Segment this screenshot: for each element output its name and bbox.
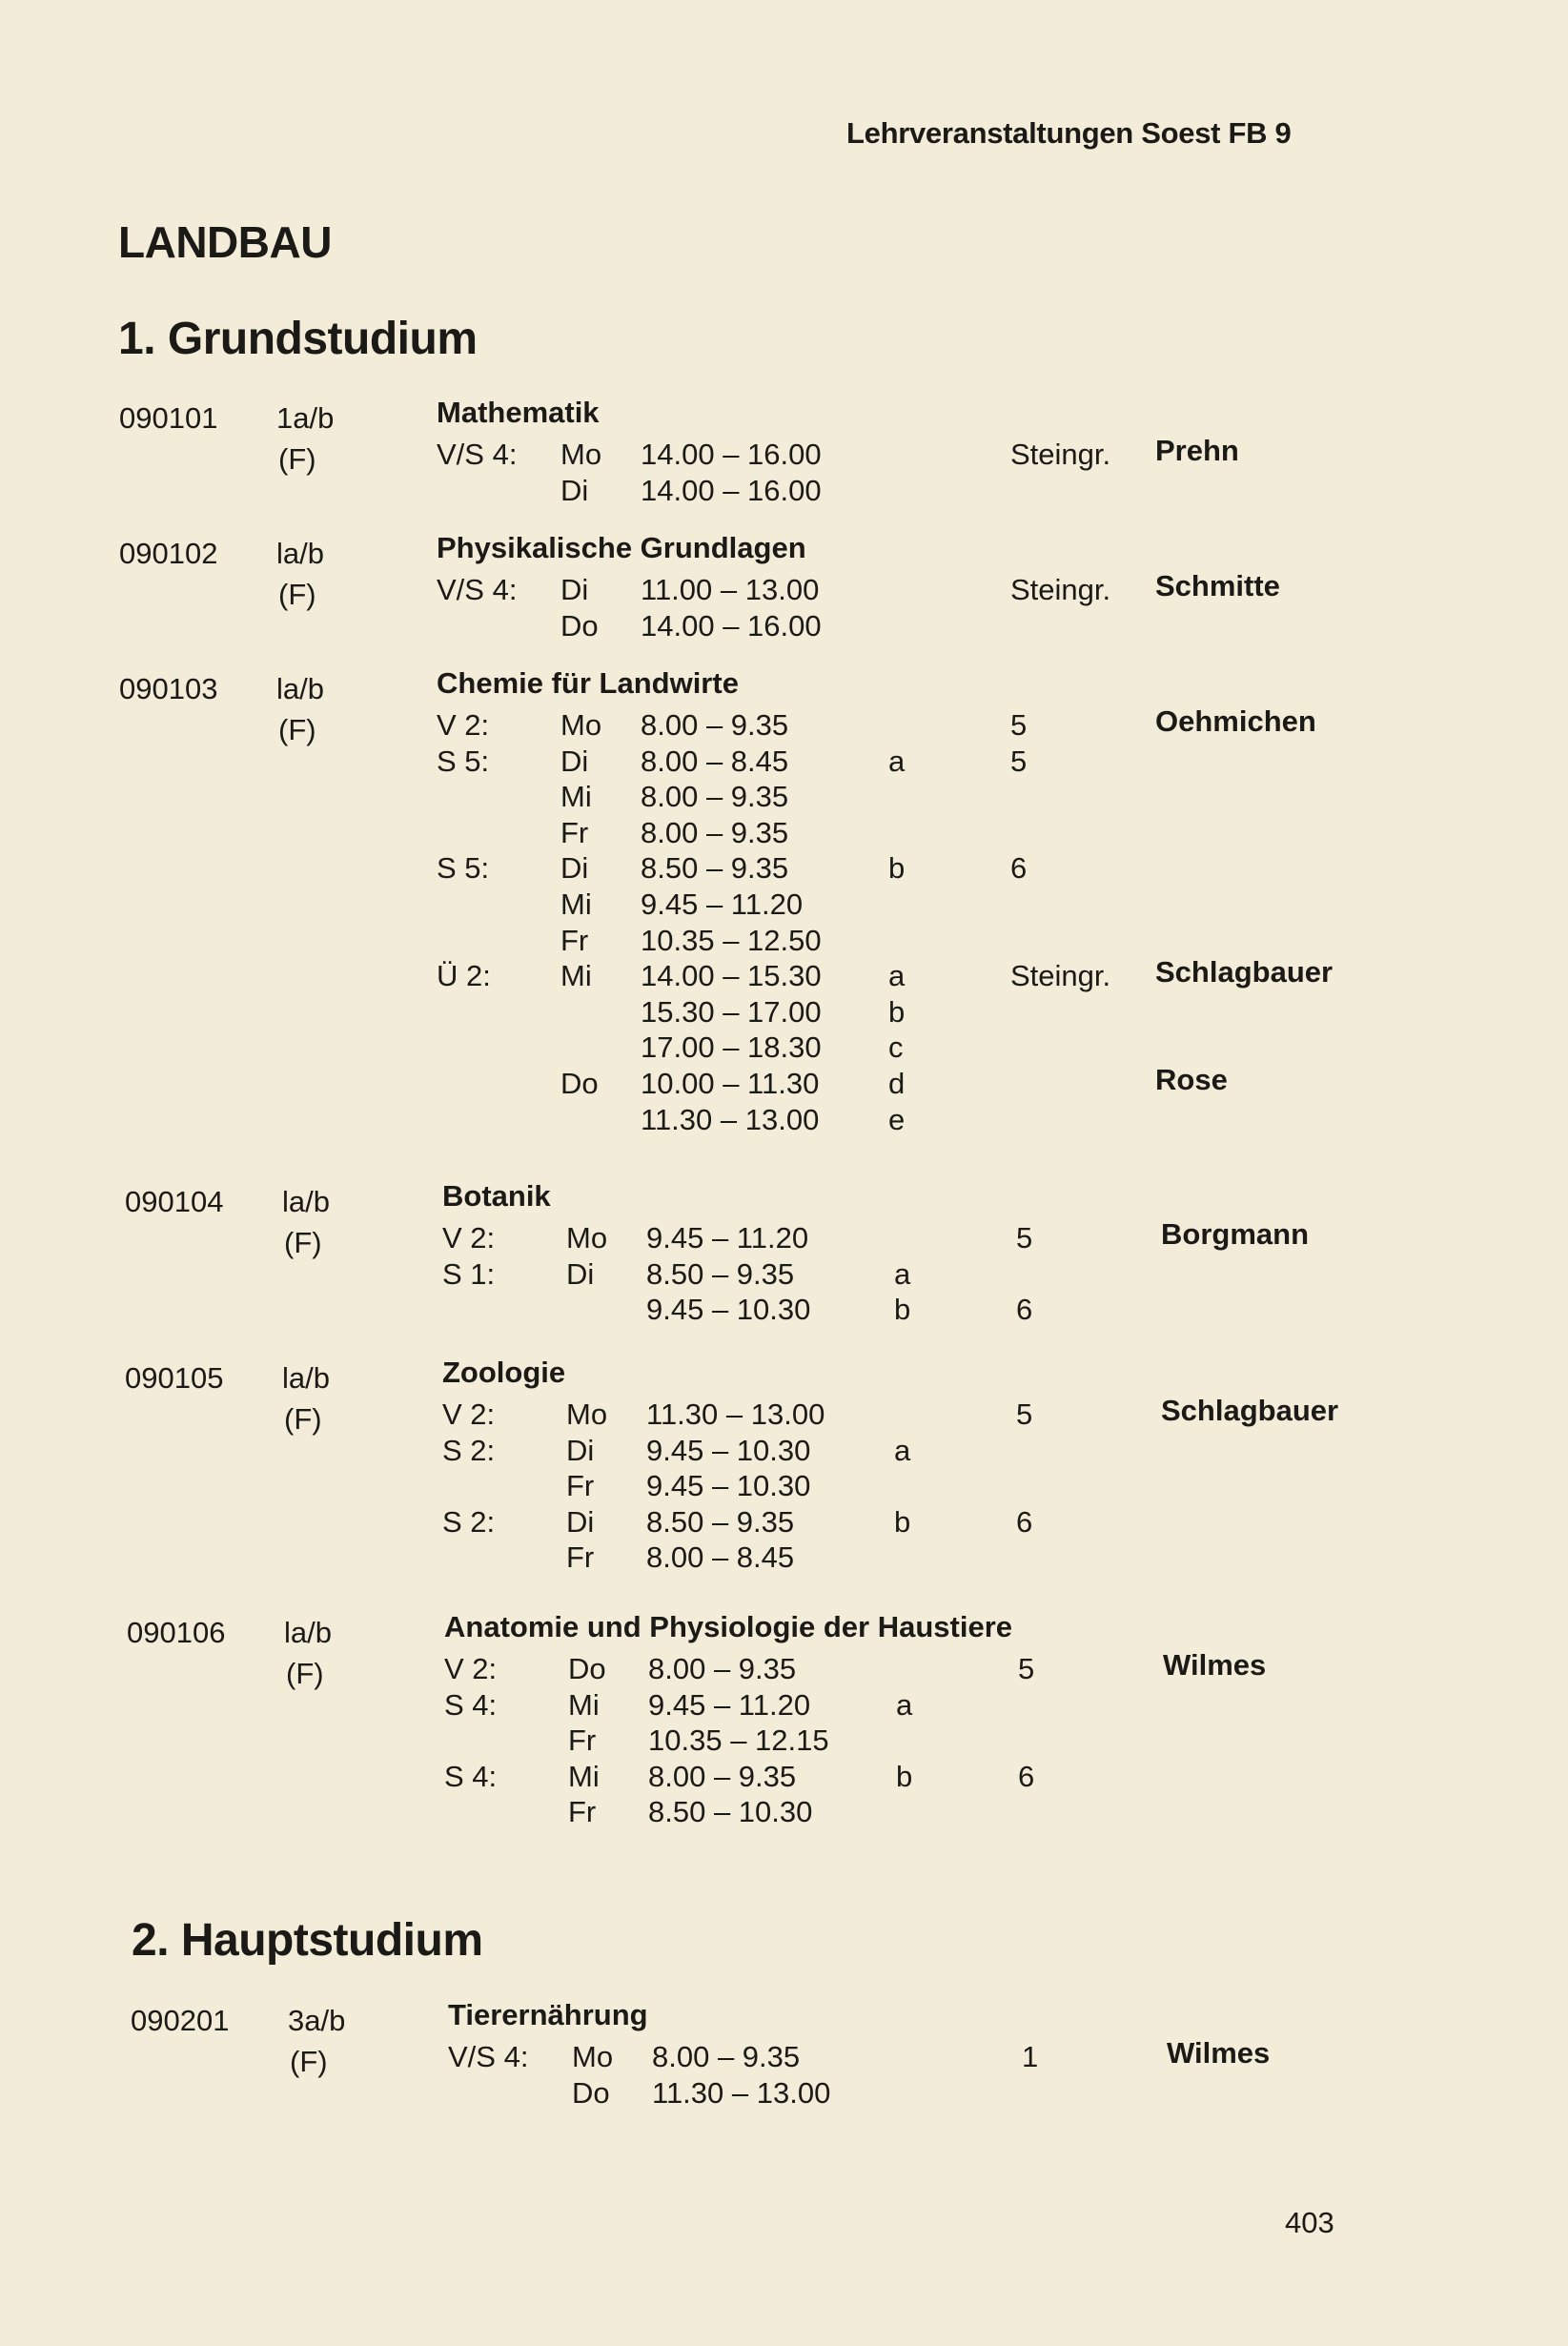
session-day: Fr bbox=[566, 1469, 595, 1503]
course-title: Chemie für Landwirte bbox=[437, 666, 739, 700]
course-semester: la/b bbox=[276, 537, 324, 570]
session-type: S 4: bbox=[444, 1759, 498, 1793]
session-type: V/S 4: bbox=[437, 573, 518, 606]
main-title: LANDBAU bbox=[118, 217, 332, 267]
session-time: 9.45 – 11.20 bbox=[648, 1687, 811, 1722]
session-day: Fr bbox=[566, 1540, 595, 1575]
session-type: V 2: bbox=[437, 708, 490, 742]
session-time: 8.00 – 8.45 bbox=[641, 744, 789, 778]
lecturer-name: Wilmes bbox=[1163, 1648, 1267, 1682]
session-day: Do bbox=[568, 1652, 606, 1685]
lecturer-name: Oehmichen bbox=[1155, 704, 1316, 738]
session-day: Fr bbox=[560, 923, 589, 957]
course-semester: la/b bbox=[282, 1361, 330, 1395]
session-day: Di bbox=[566, 1504, 595, 1539]
session-group: b bbox=[894, 1293, 911, 1327]
session-room: 6 bbox=[1018, 1759, 1035, 1793]
session-time: 9.45 – 10.30 bbox=[646, 1433, 811, 1467]
session-day: Di bbox=[566, 1256, 595, 1291]
session-group: e bbox=[888, 1102, 906, 1136]
course-semester: la/b bbox=[284, 1616, 332, 1649]
session-day: Mi bbox=[568, 1687, 600, 1722]
session-room: 5 bbox=[1016, 1397, 1033, 1431]
session-time: 9.45 – 11.20 bbox=[646, 1221, 809, 1255]
session-type: V 2: bbox=[442, 1397, 496, 1431]
course-flag: (F) bbox=[284, 1226, 322, 1259]
section-heading: 2. Hauptstudium bbox=[132, 1915, 483, 1966]
course-flag: (F) bbox=[278, 578, 316, 611]
lecturer-name: Schlagbauer bbox=[1155, 955, 1334, 989]
session-time: 10.35 – 12.15 bbox=[648, 1724, 829, 1758]
session-time: 8.00 – 9.35 bbox=[641, 815, 789, 849]
session-time: 8.00 – 9.35 bbox=[648, 1652, 797, 1685]
lecturer-name: Rose bbox=[1155, 1063, 1228, 1096]
session-time: 17.00 – 18.30 bbox=[641, 1030, 822, 1065]
session-time: 8.00 – 9.35 bbox=[648, 1759, 797, 1793]
session-time: 11.00 – 13.00 bbox=[641, 573, 820, 606]
session-time: 11.30 – 13.00 bbox=[646, 1397, 825, 1431]
session-group: a bbox=[888, 959, 906, 993]
session-time: 8.50 – 9.35 bbox=[646, 1256, 795, 1291]
course-flag: (F) bbox=[284, 1402, 322, 1436]
session-type: S 5: bbox=[437, 744, 490, 778]
session-type: V 2: bbox=[444, 1652, 498, 1685]
course-semester: la/b bbox=[282, 1185, 330, 1218]
page-number: 403 bbox=[1285, 2206, 1334, 2239]
session-type: Ü 2: bbox=[437, 959, 491, 993]
session-time: 11.30 – 13.00 bbox=[641, 1102, 820, 1136]
session-day: Di bbox=[560, 744, 589, 778]
session-day: Di bbox=[560, 473, 589, 507]
session-day: Di bbox=[560, 573, 589, 606]
lecturer-name: Schmitte bbox=[1155, 569, 1280, 602]
page-header: Lehrveranstaltungen Soest FB 9 bbox=[846, 116, 1292, 150]
session-group: a bbox=[896, 1687, 913, 1722]
session-room: 1 bbox=[1022, 2040, 1039, 2073]
lecturer-name: Prehn bbox=[1155, 434, 1239, 467]
course-code: 090104 bbox=[125, 1185, 224, 1218]
session-time: 8.00 – 9.35 bbox=[641, 708, 789, 742]
course-flag: (F) bbox=[286, 1657, 324, 1690]
session-room: Steingr. bbox=[1010, 959, 1111, 993]
session-room: 6 bbox=[1016, 1504, 1033, 1539]
session-room: 5 bbox=[1018, 1652, 1035, 1685]
course-title: Zoologie bbox=[442, 1356, 566, 1389]
session-type: S 2: bbox=[442, 1504, 496, 1539]
session-day: Fr bbox=[568, 1724, 597, 1758]
course-title: Mathematik bbox=[437, 396, 600, 429]
course-code: 090201 bbox=[131, 2004, 230, 2037]
session-room: 6 bbox=[1010, 851, 1028, 886]
session-room: 5 bbox=[1010, 708, 1028, 742]
course-flag: (F) bbox=[290, 2045, 328, 2078]
session-type: S 5: bbox=[437, 851, 490, 886]
session-type: S 4: bbox=[444, 1687, 498, 1722]
session-time: 9.45 – 10.30 bbox=[646, 1469, 811, 1503]
session-day: Fr bbox=[560, 815, 589, 849]
session-day: Mo bbox=[560, 708, 602, 742]
session-group: b bbox=[888, 994, 906, 1029]
lecturer-name: Schlagbauer bbox=[1161, 1394, 1339, 1427]
session-type: V 2: bbox=[442, 1221, 496, 1255]
session-day: Mi bbox=[560, 887, 592, 921]
session-group: a bbox=[894, 1433, 911, 1467]
course-code: 090106 bbox=[127, 1616, 226, 1649]
session-time: 15.30 – 17.00 bbox=[641, 994, 822, 1029]
session-time: 14.00 – 15.30 bbox=[641, 959, 822, 993]
section-heading: 1. Grundstudium bbox=[118, 314, 478, 364]
session-time: 9.45 – 11.20 bbox=[641, 887, 804, 921]
session-time: 14.00 – 16.00 bbox=[641, 608, 822, 643]
session-room: 5 bbox=[1016, 1221, 1033, 1255]
session-room: 6 bbox=[1016, 1293, 1033, 1327]
session-time: 8.50 – 10.30 bbox=[648, 1795, 813, 1829]
session-type: S 1: bbox=[442, 1256, 496, 1291]
course-code: 090102 bbox=[119, 537, 218, 570]
course-flag: (F) bbox=[278, 713, 316, 746]
session-day: Fr bbox=[568, 1795, 597, 1829]
session-time: 8.00 – 8.45 bbox=[646, 1540, 795, 1575]
session-day: Mo bbox=[560, 438, 602, 471]
session-time: 8.50 – 9.35 bbox=[646, 1504, 795, 1539]
course-semester: 3a/b bbox=[288, 2004, 346, 2037]
course-semester: 1a/b bbox=[276, 401, 335, 435]
session-day: Mi bbox=[568, 1759, 600, 1793]
session-day: Mo bbox=[566, 1221, 608, 1255]
session-day: Di bbox=[560, 851, 589, 886]
session-day: Di bbox=[566, 1433, 595, 1467]
session-day: Do bbox=[560, 608, 599, 643]
session-day: Mo bbox=[572, 2040, 614, 2073]
course-code: 090103 bbox=[119, 672, 218, 705]
session-room: 5 bbox=[1010, 744, 1028, 778]
course-title: Anatomie und Physiologie der Haustiere bbox=[444, 1610, 1013, 1643]
course-code: 090101 bbox=[119, 401, 218, 435]
session-day: Mo bbox=[566, 1397, 608, 1431]
session-time: 8.00 – 9.35 bbox=[641, 780, 789, 814]
session-group: c bbox=[888, 1030, 904, 1065]
course-title: Physikalische Grundlagen bbox=[437, 531, 806, 564]
session-time: 8.50 – 9.35 bbox=[641, 851, 789, 886]
session-group: a bbox=[894, 1256, 911, 1291]
session-room: Steingr. bbox=[1010, 438, 1111, 471]
session-type: S 2: bbox=[442, 1433, 496, 1467]
session-group: b bbox=[894, 1504, 911, 1539]
session-type: V/S 4: bbox=[437, 438, 518, 471]
session-group: b bbox=[888, 851, 906, 886]
course-title: Tierernährung bbox=[448, 1998, 648, 2031]
session-time: 8.00 – 9.35 bbox=[652, 2040, 801, 2073]
session-time: 14.00 – 16.00 bbox=[641, 473, 822, 507]
course-semester: la/b bbox=[276, 672, 324, 705]
session-type: V/S 4: bbox=[448, 2040, 529, 2073]
session-time: 10.35 – 12.50 bbox=[641, 923, 822, 957]
course-code: 090105 bbox=[125, 1361, 224, 1395]
lecturer-name: Borgmann bbox=[1161, 1217, 1309, 1251]
session-time: 11.30 – 13.00 bbox=[652, 2075, 831, 2110]
session-group: d bbox=[888, 1067, 906, 1100]
session-time: 9.45 – 10.30 bbox=[646, 1293, 811, 1327]
session-time: 14.00 – 16.00 bbox=[641, 438, 822, 471]
session-time: 10.00 – 11.30 bbox=[641, 1067, 820, 1100]
course-title: Botanik bbox=[442, 1179, 551, 1213]
course-flag: (F) bbox=[278, 442, 316, 476]
session-group: a bbox=[888, 744, 906, 778]
session-day: Mi bbox=[560, 959, 592, 993]
session-room: Steingr. bbox=[1010, 573, 1111, 606]
session-day: Mi bbox=[560, 780, 592, 814]
session-day: Do bbox=[560, 1067, 599, 1100]
session-group: b bbox=[896, 1759, 913, 1793]
session-day: Do bbox=[572, 2075, 610, 2110]
lecturer-name: Wilmes bbox=[1167, 2036, 1271, 2070]
